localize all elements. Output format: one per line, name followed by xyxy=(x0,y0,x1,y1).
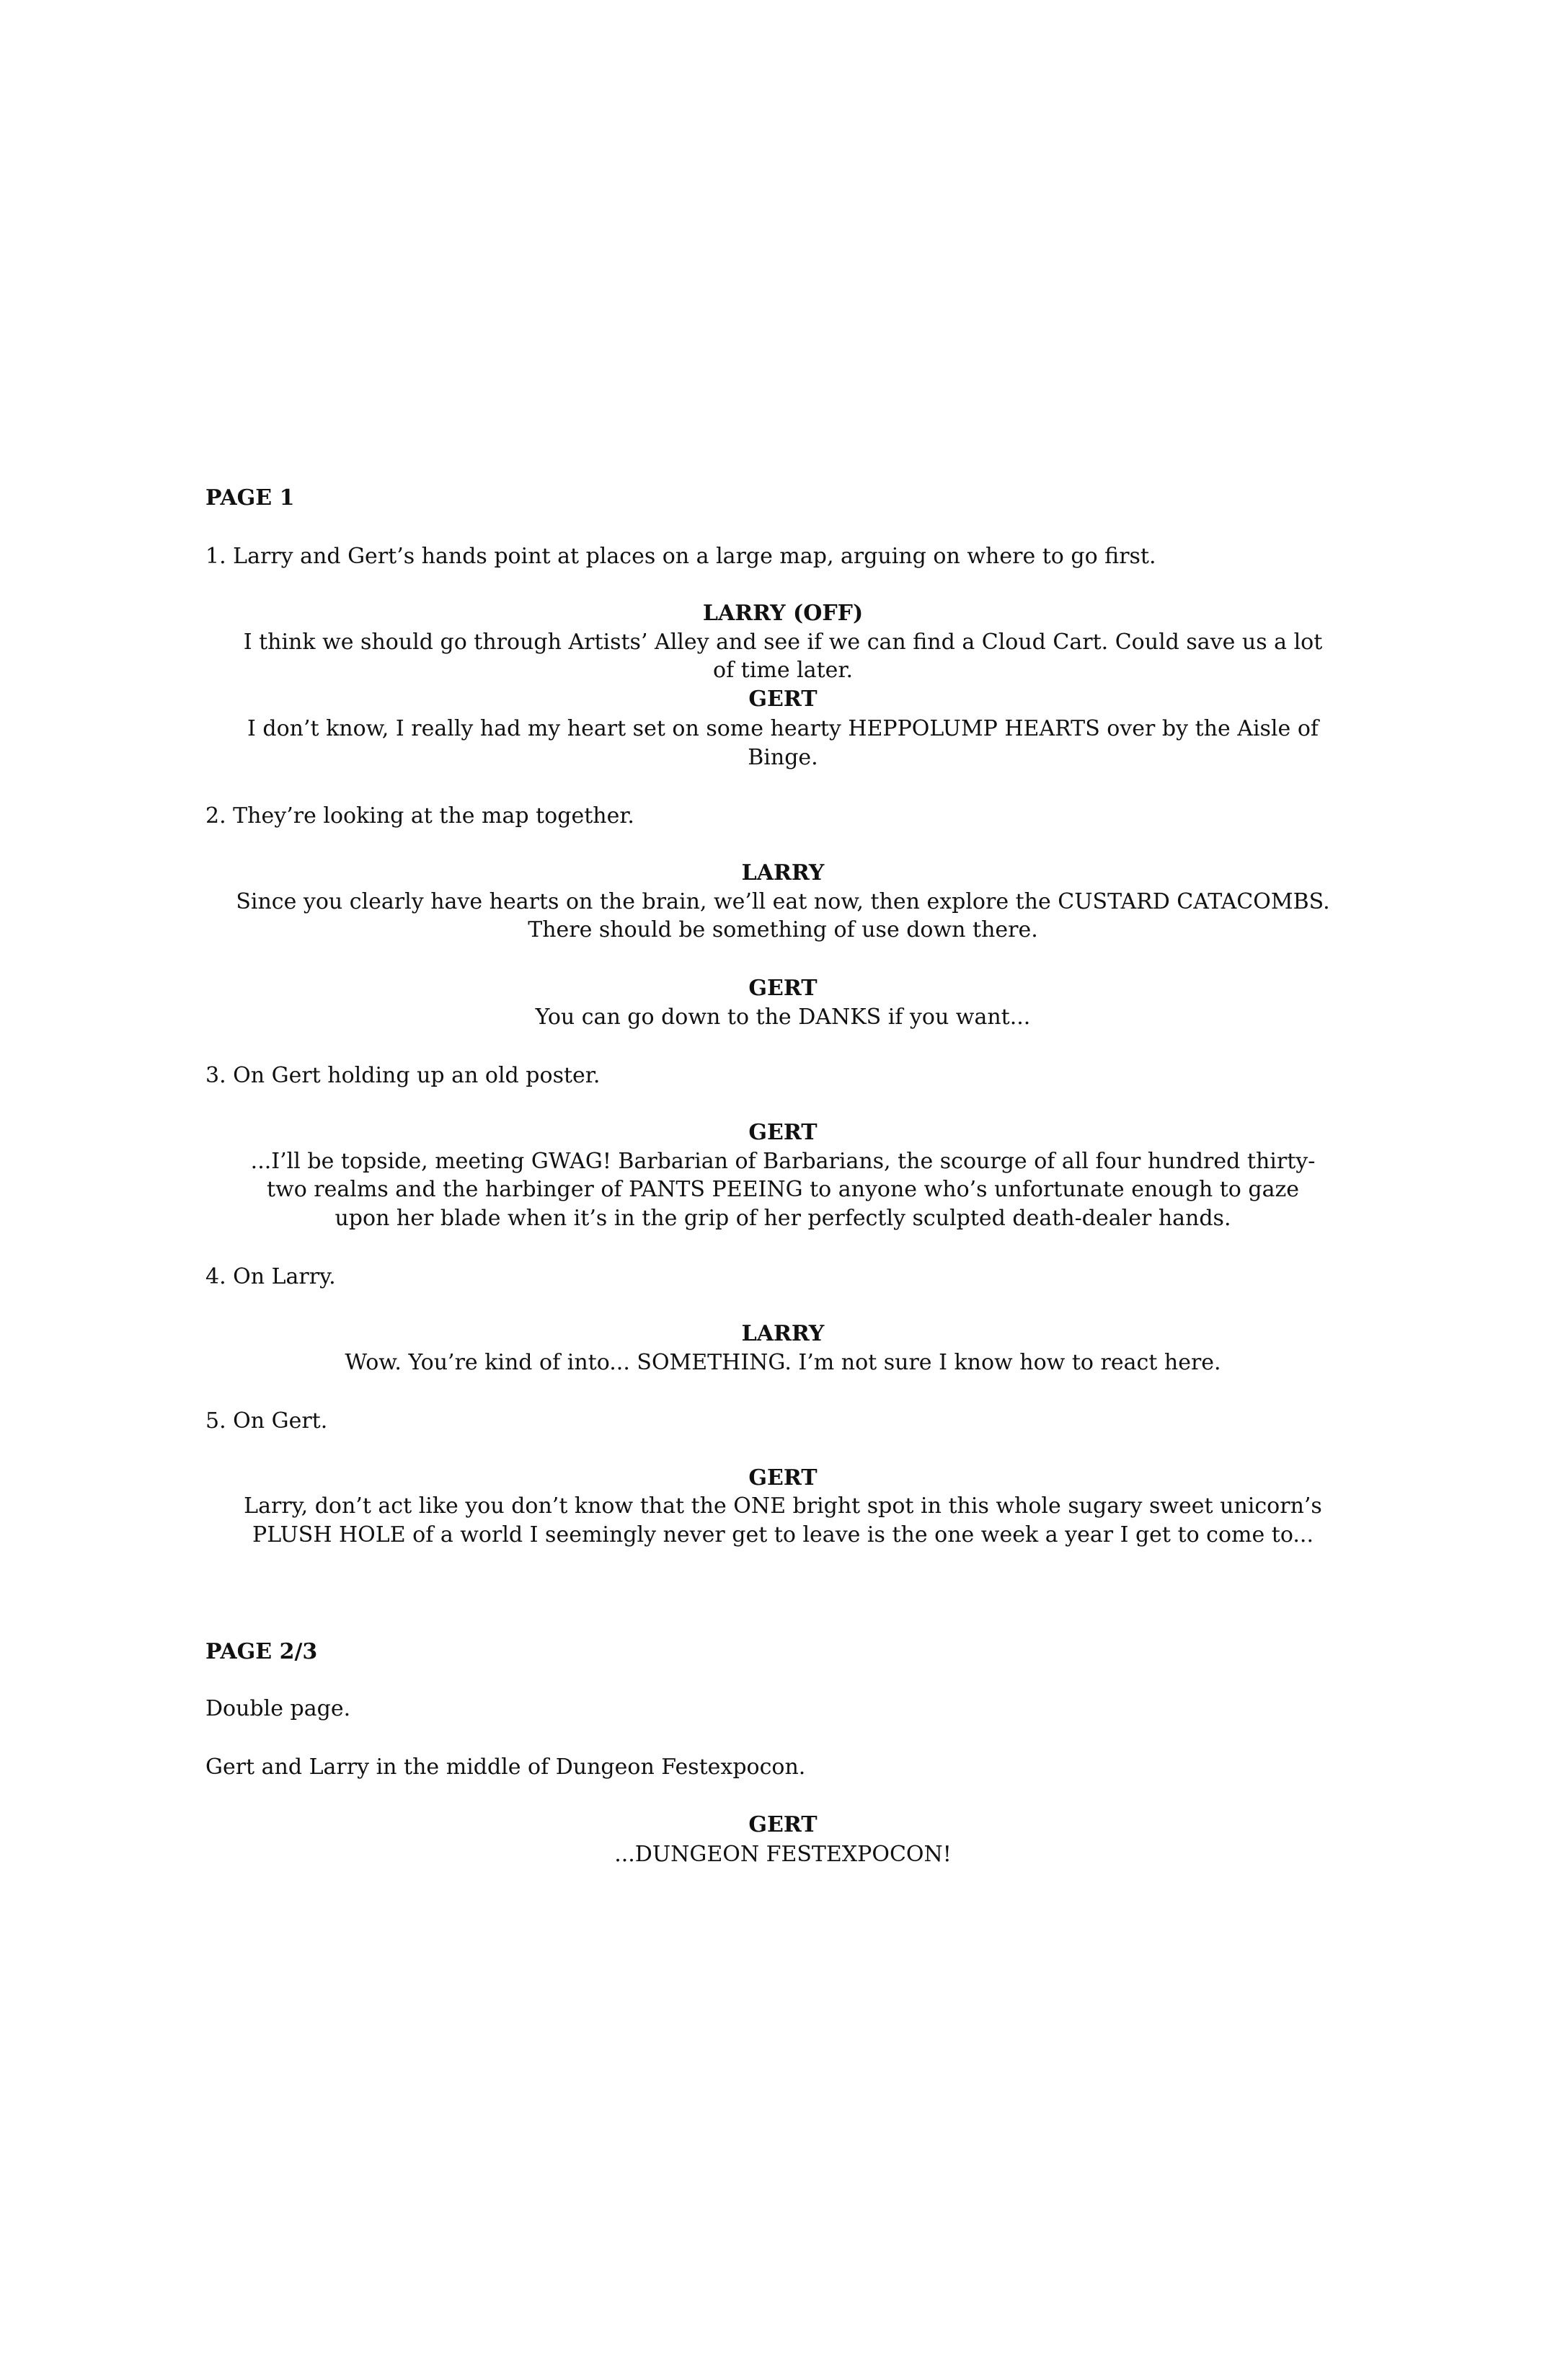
dialogue-line: ...I’ll be topside, meeting GWAG! Barbarian of Barbarians, the scourge of all four hundred thirty- xyxy=(250,1149,1316,1174)
dialogue-line: ...DUNGEON FESTEXPOCON! xyxy=(614,1842,952,1867)
panel-description: 4. On Larry. xyxy=(205,1264,336,1289)
panel-description: Gert and Larry in the middle of Dungeon Festexpocon. xyxy=(205,1754,806,1780)
dialogue-line: two realms and the harbinger of PANTS PEEING to anyone who’s unfortunate enough to gaze xyxy=(266,1177,1300,1202)
dialogue-speaker: LARRY xyxy=(741,1321,825,1346)
dialogue-speaker: LARRY xyxy=(741,860,825,886)
dialogue-speaker: GERT xyxy=(748,687,818,712)
dialogue-line: of time later. xyxy=(713,658,853,683)
panel-description: 3. On Gert holding up an old poster. xyxy=(205,1063,601,1088)
dialogue-line: There should be something of use down there. xyxy=(528,917,1038,942)
dialogue-line: Binge. xyxy=(748,745,818,770)
page-note: Double page. xyxy=(205,1696,351,1721)
dialogue-line: I don’t know, I really had my heart set on some hearty HEPPOLUMP HEARTS over by the Aisle of xyxy=(247,716,1319,741)
panel-description: 1. Larry and Gert’s hands point at places on a large map, arguing on where to go first. xyxy=(205,544,1156,569)
page-heading: PAGE 1 xyxy=(205,485,295,511)
dialogue-line: You can go down to the DANKS if you want... xyxy=(535,1005,1031,1030)
dialogue-line: Since you clearly have hearts on the brain, we’ll eat now, then explore the CUSTARD CATACOMBS. xyxy=(236,889,1330,914)
dialogue-speaker: GERT xyxy=(748,976,818,1001)
panel-description: 5. On Gert. xyxy=(205,1408,328,1434)
panel-description: 2. They’re looking at the map together. xyxy=(205,803,634,829)
dialogue-line: upon her blade when it’s in the grip of her perfectly sculpted death-dealer hands. xyxy=(335,1206,1231,1231)
dialogue-line: I think we should go through Artists’ Alley and see if we can find a Cloud Cart. Could save us a lot xyxy=(243,630,1323,655)
dialogue-line: PLUSH HOLE of a world I seemingly never get to leave is the one week a year I get to come to... xyxy=(252,1522,1314,1548)
dialogue-speaker: GERT xyxy=(748,1465,818,1491)
dialogue-line: Wow. You’re kind of into... SOMETHING. I’m not sure I know how to react here. xyxy=(345,1350,1221,1375)
dialogue-line: Larry, don’t act like you don’t know that the ONE bright spot in this whole sugary sweet unicorn’s xyxy=(244,1493,1322,1519)
dialogue-speaker: GERT xyxy=(748,1812,818,1837)
page-heading: PAGE 2/3 xyxy=(205,1639,318,1664)
dialogue-speaker: GERT xyxy=(748,1120,818,1145)
dialogue-speaker: LARRY (OFF) xyxy=(702,601,864,626)
